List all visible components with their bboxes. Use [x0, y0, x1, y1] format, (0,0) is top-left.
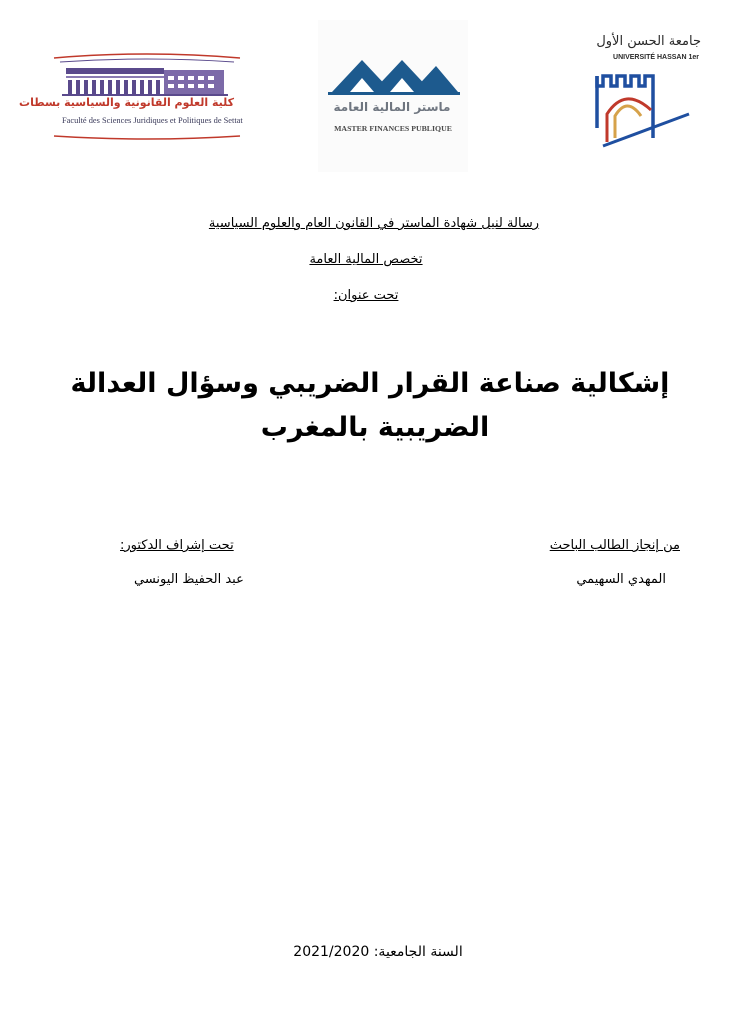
academic-year-value: 2021/2020: [293, 944, 370, 960]
university-logo: [555, 30, 705, 148]
supervisor-label: تحت إشراف الدكتور:: [120, 538, 234, 553]
faculty-french-name: Faculté des Sciences Juridiques et Politiques de Settat: [62, 116, 243, 125]
university-french-name: UNIVERSITÉ HASSAN 1er: [613, 54, 699, 61]
mountains-icon: [318, 20, 468, 172]
author-label: من إنجاز الطالب الباحث: [549, 538, 680, 553]
master-logo: [318, 20, 468, 172]
faculty-logo: [19, 52, 243, 140]
under-title-label: تحت عنوان:: [333, 288, 399, 303]
master-french-name: MASTER FINANCES PUBLIQUE: [334, 124, 452, 133]
thesis-title-line-1: إشكالية صناعة القرار الضريبي وسؤال العدالة: [70, 368, 670, 399]
supervisor-name: عبد الحفيظ اليونسي: [134, 572, 244, 587]
master-arabic-name: ماستر المالية العامة: [333, 100, 451, 114]
castle-tower-icon: [555, 30, 705, 148]
academic-year-label: السنة الجامعية:: [373, 944, 463, 960]
thesis-purpose: رسالة لنيل شهادة الماستر في القانون العام والعلوم السياسية: [208, 216, 540, 231]
thesis-title: [70, 362, 670, 450]
faculty-arabic-name: كلية العلوم القانونية والسياسية بسطات: [19, 96, 234, 109]
thesis-title-line-2: الضريبية بالمغرب: [260, 412, 490, 443]
university-arabic-name: جامعة الحسن الأول: [596, 34, 701, 49]
academic-year: [0, 944, 732, 960]
author-name: المهدي السهيمي: [576, 572, 666, 587]
thesis-specialization: تخصص المالية العامة: [309, 252, 423, 267]
